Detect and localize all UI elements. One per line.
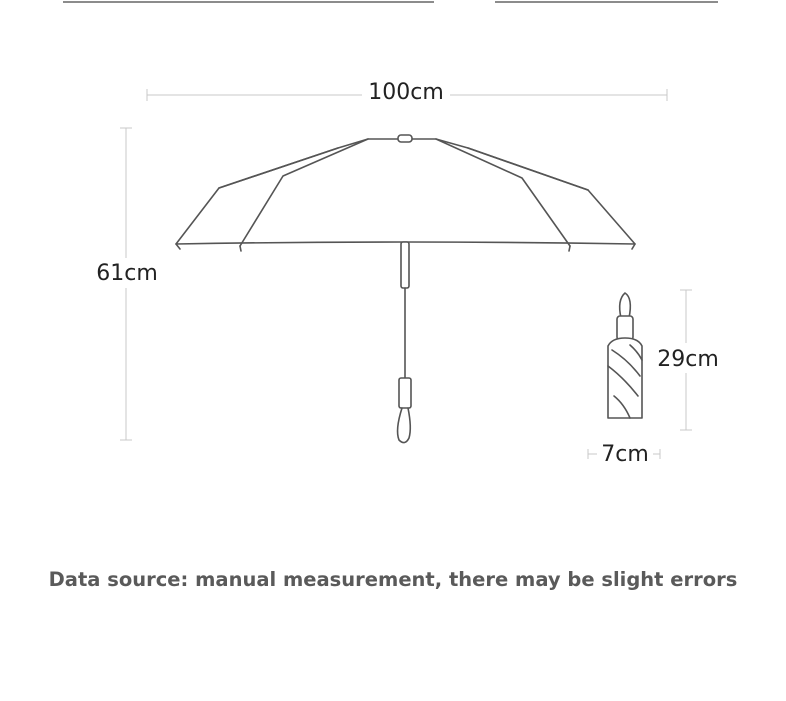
height-dimension: [94, 128, 160, 440]
folded-width-label: 7cm: [601, 442, 649, 467]
canopy-outline: [176, 139, 635, 244]
canopy-rib-left: [240, 139, 368, 246]
wrist-strap: [398, 408, 411, 443]
canopy-rib-right: [436, 139, 570, 246]
width-label: 100cm: [368, 80, 444, 105]
height-label: 61cm: [96, 261, 158, 286]
folded-length-label: 29cm: [657, 347, 719, 372]
open-umbrella: [176, 135, 635, 443]
rib-tip-2: [240, 246, 241, 251]
width-dimension: [147, 80, 667, 108]
rib-tip-3: [569, 246, 570, 251]
canopy-fold-right: [468, 148, 588, 190]
canopy-top-cap: [398, 135, 412, 142]
folded-handle: [617, 316, 633, 340]
folded-width-dimension: [588, 440, 660, 468]
folded-strap-loop: [620, 293, 631, 318]
shaft-upper: [401, 242, 409, 288]
handle: [399, 378, 411, 408]
folded-length-dimension: [653, 290, 721, 430]
data-source-caption: Data source: manual measurement, there may be slight errors: [48, 568, 738, 591]
folded-umbrella: [608, 293, 642, 418]
